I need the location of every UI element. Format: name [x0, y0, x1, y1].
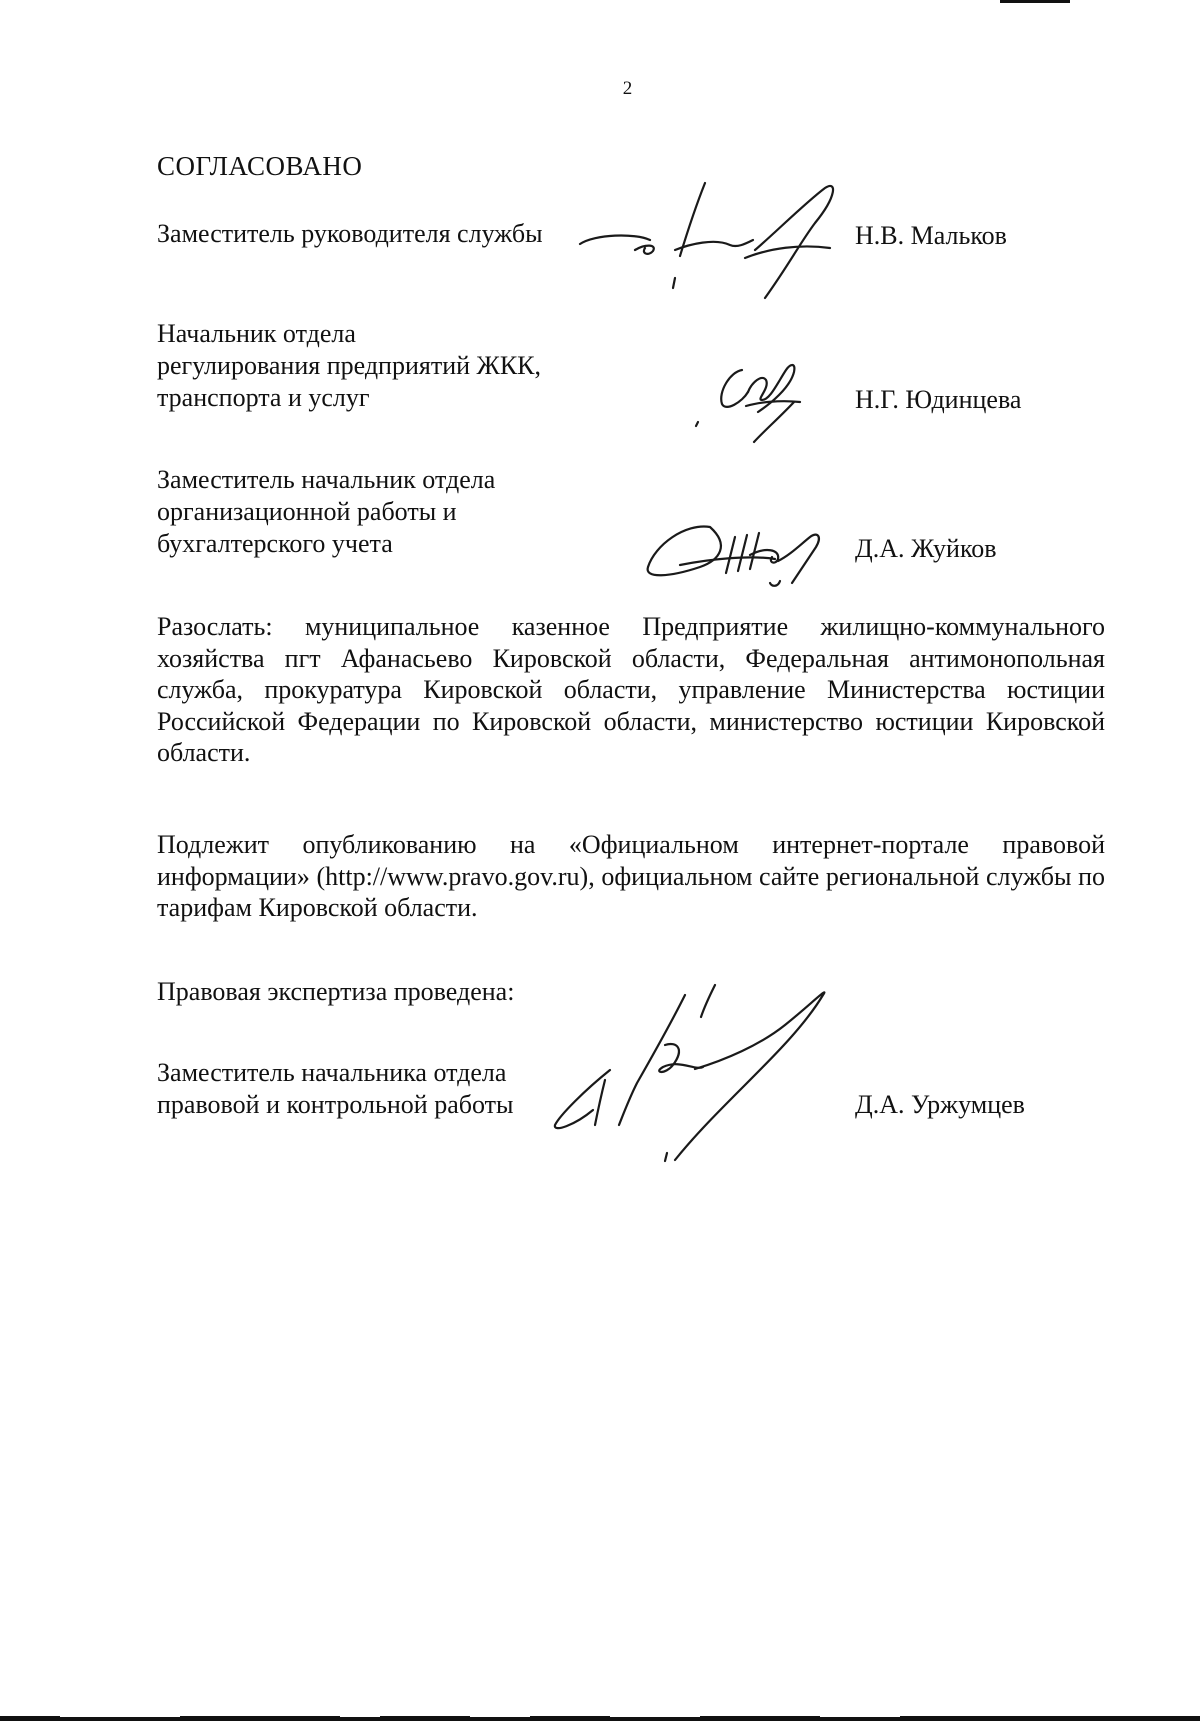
signatory-2-name: Н.Г. Юдинцева [855, 385, 1022, 414]
signatory-3-position-line: Заместитель начальник отдела [157, 465, 496, 494]
signatory-1-position [157, 218, 543, 250]
signatory-2-position [157, 318, 541, 414]
signatory-3-position-line: бухгалтерского учета [157, 529, 393, 558]
publication-paragraph: Подлежит опубликованию на «Официальном интернет-портале правовой информации» (http://www.pravo.gov.ru), официальном сайте региональной службы по тарифам Кировской области. [157, 830, 1105, 922]
legal-review-position-line: Заместитель начальника отдела [157, 1058, 507, 1087]
signatory-3-position-line: организационной работы и [157, 497, 457, 526]
signature-3 [640, 515, 850, 590]
signatory-3-name: Д.А. Жуйков [855, 534, 997, 563]
signatory-2-position-line: регулирования предприятий ЖКК, [157, 351, 542, 380]
bottom-scan-edge [0, 1714, 1200, 1721]
legal-review-label: Правовая экспертиза проведена: [157, 977, 515, 1006]
legal-review-name: Д.А. Уржумцев [855, 1090, 1025, 1119]
signatory-3-position [157, 464, 495, 560]
distribution-paragraph: Разослать: муниципальное казенное Предприятие жилищно-коммунального хозяйства пгт Афанасьево Кировской области, Федеральная антимонопольная служба, прокуратура Кировской области, управление Министерства юстиции Российской Федерации по Кировской области, министерство юстиции Кировской области. [157, 612, 1105, 767]
signatory-1-position-line: Заместитель руководителя службы [157, 219, 543, 248]
signatory-2-position-line: Начальник отдела [157, 319, 356, 348]
signature-1 [575, 178, 865, 303]
top-edge-mark [1000, 0, 1070, 3]
page-number: 2 [622, 78, 633, 99]
signatory-2-position-line: транспорта и услуг [157, 383, 370, 412]
legal-review-position-line: правовой и контрольной работы [157, 1090, 514, 1119]
signature-4 [545, 975, 855, 1165]
signature-2 [690, 352, 840, 444]
signatory-1-name: Н.В. Мальков [855, 221, 1007, 250]
approval-heading: СОГЛАСОВАНО [157, 151, 363, 181]
legal-review-position [157, 1057, 513, 1121]
